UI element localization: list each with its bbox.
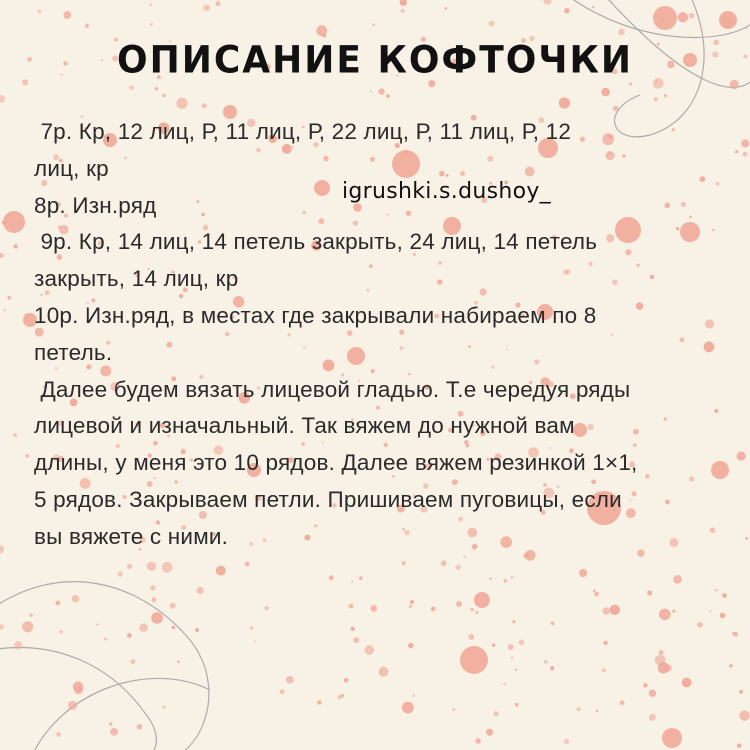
author-watermark: igrushki.s.dushoy_ bbox=[342, 179, 551, 204]
page-title: ОПИСАНИЕ КОФТОЧКИ bbox=[116, 38, 634, 83]
instruction-finishing: Далее будем вязать лицевой гладью. Т.е чередуя ряды лицевой и изначальный. Так вяжем до нужной вам длины, у меня это 10 рядов. Далее вяжем резинкой 1×1, 5 рядов. Закрываем петли. Пришиваем пуговицы, если вы вяжете с ними. bbox=[34, 376, 638, 549]
instruction-row-10: 10р. Изн.ряд, в местах где закрывали набираем по 8 петель. bbox=[34, 302, 597, 365]
instruction-row-8: 8р. Изн.ряд bbox=[34, 192, 157, 218]
instruction-row-9: 9р. Кр, 14 лиц, 14 петель закрыть, 24 лиц, 14 петель закрыть, 14 лиц, кр bbox=[34, 229, 598, 292]
instruction-row-7: 7р. Кр, 12 лиц, Р, 11 лиц, Р, 22 лиц, Р, 11 лиц, Р, 12 лиц, кр bbox=[34, 119, 572, 181]
